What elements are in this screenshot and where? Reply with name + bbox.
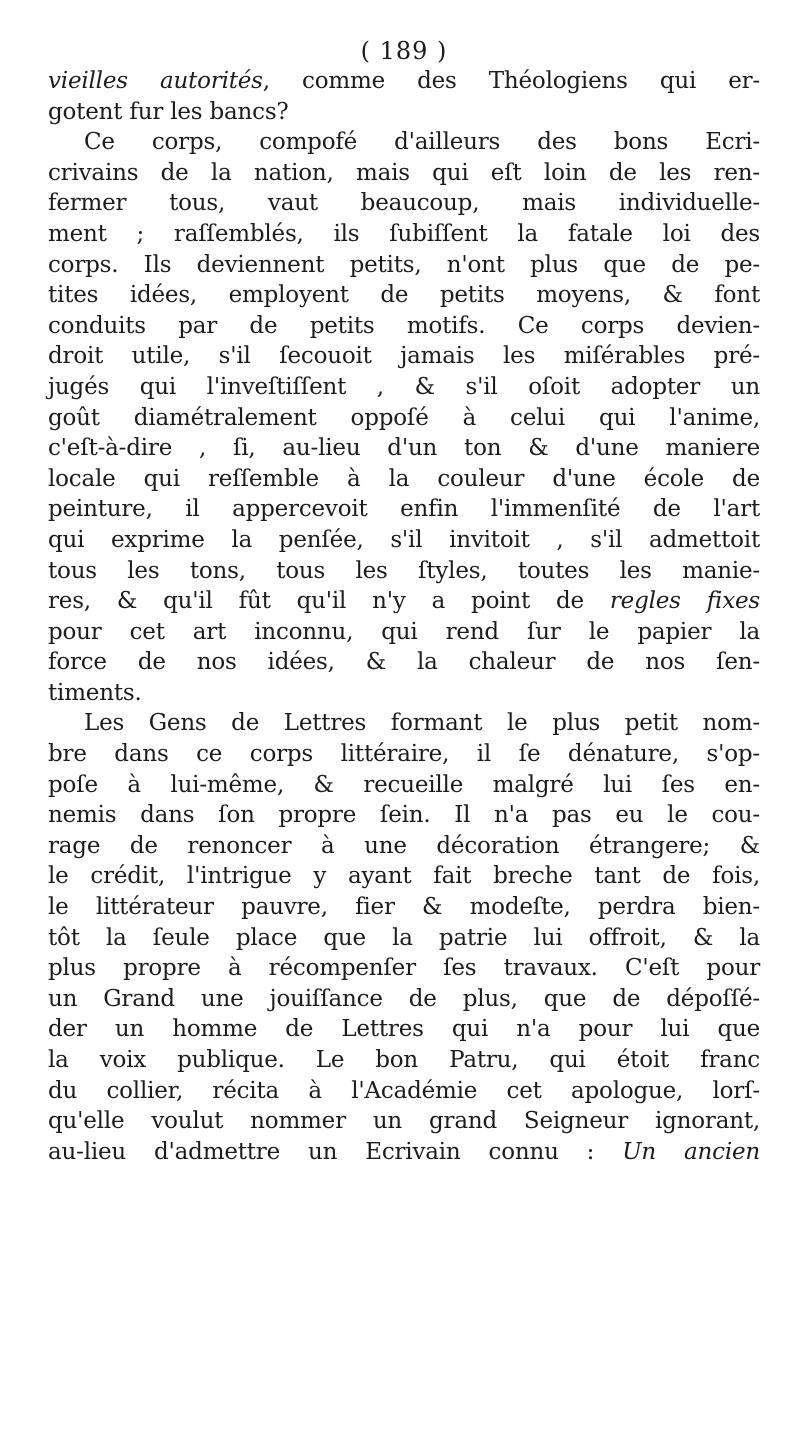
text-span: le littérateur pauvre, fier & modeſte, perdra bien- <box>48 894 760 921</box>
text-span: der un homme de Lettres qui n'a pour lui que <box>48 1016 760 1043</box>
text-line <box>48 188 760 219</box>
text-span: Les Gens de Lettres formant le plus petit nom- <box>84 710 760 737</box>
text-line <box>48 617 760 648</box>
text-line <box>48 280 760 311</box>
text-span: conduits par de petits motifs. Ce corps devien- <box>48 312 760 339</box>
text-line <box>48 1014 760 1045</box>
text-span: droit utile, s'il ſecouoit jamais les miſérables pré- <box>48 343 760 370</box>
text-span: fermer tous, vaut beaucoup, mais individuelle- <box>48 190 760 217</box>
text-line <box>48 372 760 403</box>
text-span: peinture, il appercevoit enfin l'immenſité de l'art <box>48 496 760 523</box>
text-line <box>48 403 760 434</box>
text-span: , comme des Théologiens qui er- <box>262 68 761 94</box>
text-line <box>48 586 760 617</box>
italic-text: Un ancien <box>622 1138 760 1165</box>
text-line <box>48 433 760 464</box>
text-line <box>48 464 760 495</box>
text-line <box>48 219 760 250</box>
text-span: ment ; raſſemblés, ils ſubiſſent la fatale loi des <box>48 220 760 247</box>
text-line <box>48 984 760 1015</box>
text-line <box>48 250 760 281</box>
text-line <box>48 800 760 831</box>
text-span: Ce corps, compofé d'ailleurs des bons Ecri- <box>84 129 760 156</box>
text-span: res, & qu'il fût qu'il n'y a point de <box>48 588 610 615</box>
italic-text: vieilles autorités <box>48 68 263 94</box>
page-number: ( 189 ) <box>360 37 448 65</box>
text-line <box>48 97 760 128</box>
text-line <box>48 1045 760 1076</box>
text-span: goût diamétralement oppoſé à celui qui l'anime, <box>48 404 760 431</box>
text-span: tôt la ſeule place que la patrie lui offroit, & la <box>48 924 760 951</box>
text-line <box>48 66 760 97</box>
text-line <box>48 525 760 556</box>
text-line <box>48 1137 760 1168</box>
text-span: crivains de la nation, mais qui eſt loin de les ren- <box>48 159 760 186</box>
text-span: force de nos idées, & la chaleur de nos ſen- <box>48 649 760 676</box>
text-span: qui exprime la penſée, s'il invitoit , s'il admettoit <box>48 526 760 553</box>
text-span: du collier, récita à l'Académie cet apologue, lorſ- <box>48 1077 760 1104</box>
text-span: plus propre à récompenſer ſes travaux. C'eſt pour <box>48 955 760 982</box>
text-span: pour cet art inconnu, qui rend ſur le papier la <box>48 618 760 645</box>
text-span: un Grand une jouiſſance de plus, que de dépoſſé- <box>48 985 760 1012</box>
text-span: corps. Ils deviennent petits, n'ont plus que de pe- <box>48 251 760 278</box>
book-page <box>48 0 760 1167</box>
italic-text: regles fixes <box>609 588 761 615</box>
text-span: poſe à lui-même, & recueille malgré lui ſes en- <box>48 771 760 798</box>
text-span: bre dans ce corps littéraire, il ſe dénature, s'op- <box>48 741 760 768</box>
text-line <box>48 861 760 892</box>
text-line <box>48 953 760 984</box>
text-line <box>48 739 760 770</box>
text-line <box>48 494 760 525</box>
text-line <box>48 556 760 587</box>
text-span: rage de renoncer à une décoration étrangere; & <box>48 832 760 859</box>
text-line <box>48 311 760 342</box>
text-span: la voix publique. Le bon Patru, qui étoit franc <box>48 1047 760 1073</box>
text-span: au-lieu d'admettre un Ecrivain connu : <box>48 1138 623 1165</box>
text-span: locale qui reſſemble à la couleur d'une école de <box>48 465 760 492</box>
text-line <box>48 678 760 709</box>
text-line <box>48 1106 760 1137</box>
text-line <box>48 1076 760 1107</box>
text-span: timents. <box>48 679 142 706</box>
text-span: le crédit, l'intrigue y ayant fait breche tant de fois, <box>48 863 760 890</box>
page-text-body <box>48 66 760 1167</box>
text-line <box>48 831 760 862</box>
text-line <box>48 923 760 954</box>
text-line <box>48 341 760 372</box>
text-line <box>48 892 760 923</box>
text-span: jugés qui l'inveſtiſſent , & s'il oſoit adopter un <box>48 373 760 400</box>
text-line <box>48 770 760 801</box>
text-line <box>48 647 760 678</box>
text-span: c'eſt-à-dire , ſi, au-lieu d'un ton & d'une maniere <box>48 435 760 462</box>
text-span: gotent fur les bancs? <box>48 98 289 125</box>
text-line <box>48 127 760 158</box>
text-span: nemis dans ſon propre ſein. Il n'a pas eu le cou- <box>48 802 760 829</box>
text-span: qu'elle voulut nommer un grand Seigneur ignorant, <box>48 1108 760 1135</box>
text-span: tites idées, employent de petits moyens, & font <box>48 282 760 309</box>
text-line <box>48 158 760 189</box>
text-span: tous les tons, tous les ſtyles, toutes les manie- <box>48 557 760 584</box>
text-line <box>48 708 760 739</box>
